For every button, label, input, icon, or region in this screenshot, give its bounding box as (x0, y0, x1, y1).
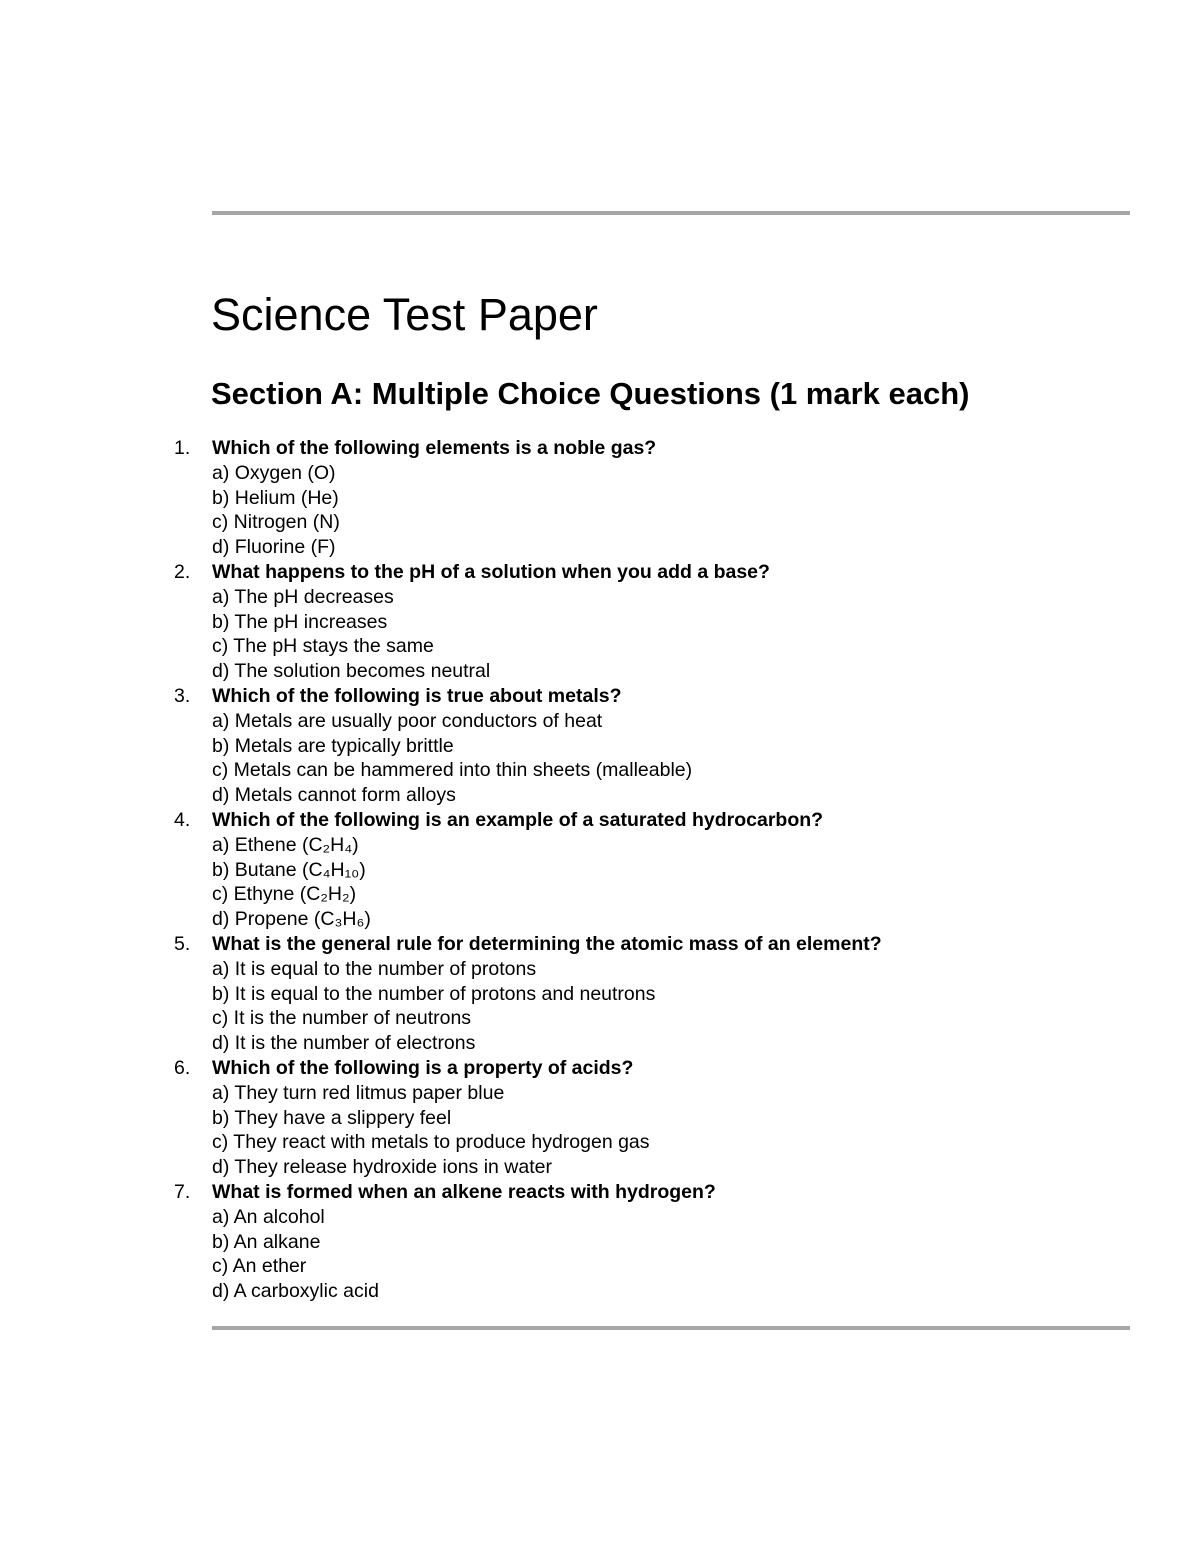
answer-option: d) The solution becomes neutral (212, 660, 491, 683)
answer-option: d) They release hydroxide ions in water (212, 1156, 552, 1179)
question-text: Which of the following elements is a noble gas? (212, 437, 657, 459)
answer-option: c) The pH stays the same (212, 635, 434, 658)
section-title: Section A: Multiple Choice Questions (1 mark each) (211, 376, 970, 411)
question-text: Which of the following is an example of a saturated hydrocarbon? (212, 808, 824, 831)
answer-option: a) They turn red litmus paper blue (212, 1081, 505, 1104)
answer-option: c) They react with metals to produce hydrogen gas (212, 1131, 650, 1154)
answer-option: c) Ethyne (C₂H₂) (212, 883, 357, 906)
answer-option: a) It is equal to the number of protons (212, 957, 537, 980)
answer-option: d) Metals cannot form alloys (212, 784, 456, 807)
question-list (0, 436, 1200, 1304)
answer-option: c) It is the number of neutrons (212, 1007, 472, 1030)
question-number: 6. (174, 1056, 191, 1079)
question-text: What happens to the pH of a solution when you add a base? (212, 560, 770, 583)
question-number: 1. (174, 437, 191, 459)
question-3 (0, 684, 1200, 808)
answer-option: b) It is equal to the number of protons and neutrons (212, 982, 656, 1005)
question-number: 7. (174, 1180, 191, 1203)
question-4 (0, 808, 1200, 932)
answer-option: b) Butane (C₄H₁₀) (212, 858, 366, 881)
question-1 (0, 436, 1200, 560)
question-text: What is the general rule for determining the atomic mass of an element? (212, 932, 882, 955)
question-number: 3. (174, 684, 191, 707)
question-number: 2. (174, 560, 191, 583)
question-number: 4. (174, 808, 191, 831)
question-5 (0, 932, 1200, 1056)
bottom-divider (212, 1326, 1130, 1330)
question-text: What is formed when an alkene reacts with hydrogen? (212, 1180, 716, 1203)
top-divider (212, 211, 1130, 215)
question-text: Which of the following is true about metals? (212, 684, 622, 707)
answer-option: b) Helium (He) (212, 486, 339, 509)
answer-option: b) The pH increases (212, 610, 388, 633)
answer-option: c) An ether (212, 1255, 307, 1278)
question-2 (0, 560, 1200, 684)
question-7 (0, 1180, 1200, 1304)
answer-option: b) Metals are typically brittle (212, 734, 454, 757)
answer-option: d) It is the number of electrons (212, 1032, 476, 1055)
answer-option: a) The pH decreases (212, 585, 394, 608)
answer-option: c) Nitrogen (N) (212, 511, 340, 534)
answer-option: a) Oxygen (O) (212, 461, 336, 484)
answer-option: b) An alkane (212, 1230, 321, 1253)
question-number: 5. (174, 932, 191, 955)
question-6 (0, 1056, 1200, 1180)
answer-option: d) A carboxylic acid (212, 1280, 379, 1303)
answer-option: b) They have a slippery feel (212, 1106, 452, 1129)
answer-option: a) An alcohol (212, 1205, 325, 1228)
question-text: Which of the following is a property of acids? (212, 1056, 634, 1079)
answer-option: d) Fluorine (F) (212, 536, 336, 559)
answer-option: d) Propene (C₃H₆) (212, 908, 371, 931)
answer-option: a) Metals are usually poor conductors of heat (212, 709, 603, 732)
answer-option: a) Ethene (C₂H₄) (212, 833, 359, 856)
answer-option: c) Metals can be hammered into thin sheets (malleable) (212, 759, 693, 782)
page-title: Science Test Paper (211, 289, 598, 340)
